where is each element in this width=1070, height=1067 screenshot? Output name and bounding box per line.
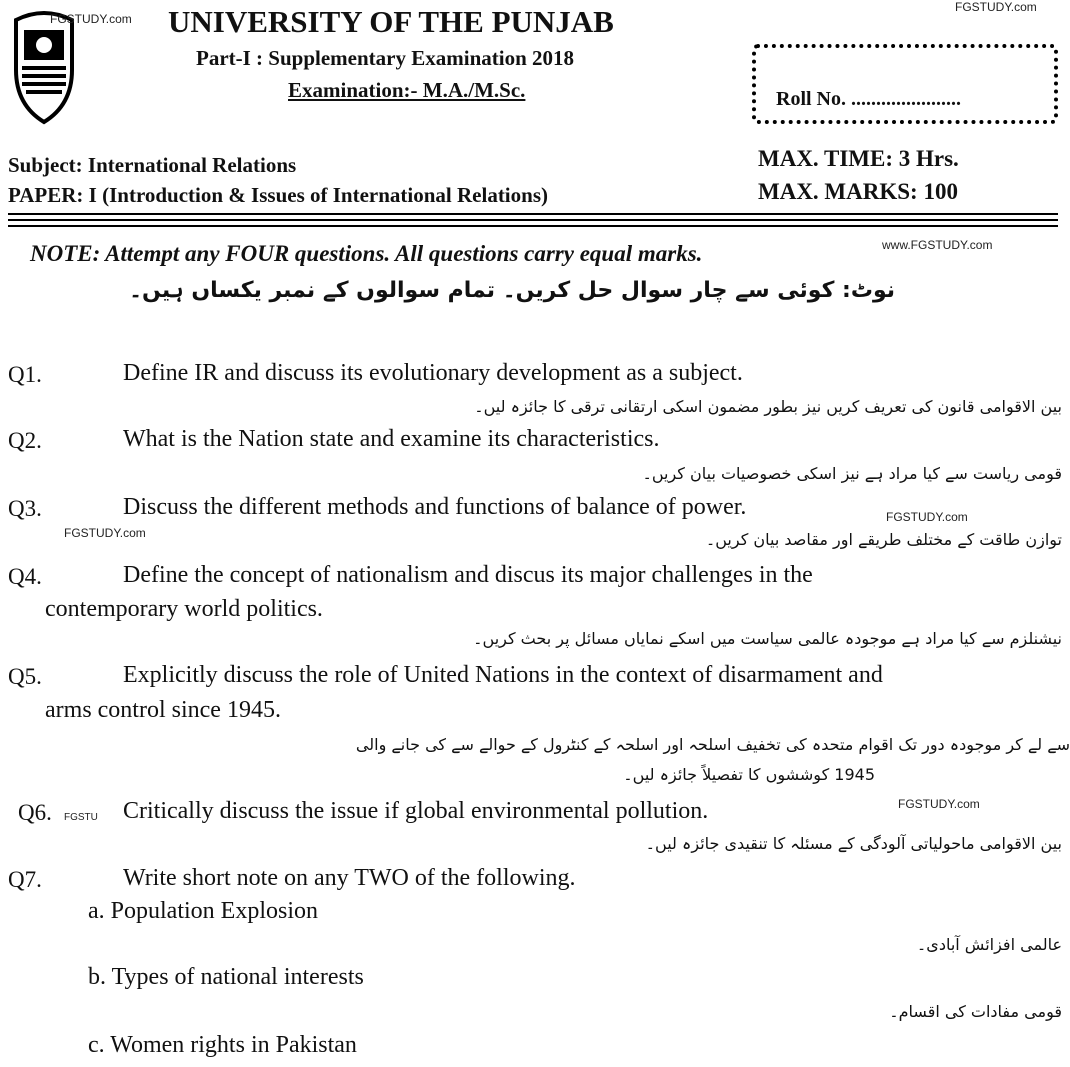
watermark: FGSTUDY.com [898, 797, 980, 811]
question-number: Q4. [8, 564, 42, 589]
note-urdu: نوٹ: کوئی سے چار سوال حل کریں۔ تمام سوالوں کے نمبر یکساں ہیں۔ [129, 278, 895, 303]
question-number: Q2. [8, 428, 42, 453]
divider [8, 219, 1058, 221]
paper-title: PAPER: I (Introduction & Issues of International Relations) [8, 183, 548, 207]
sub-item: a. Population Explosion [88, 898, 318, 924]
subject: Subject: International Relations [8, 153, 297, 177]
question-number: Q7. [8, 867, 42, 892]
university-logo [8, 10, 80, 128]
question-urdu-cont: 1945 کوششوں کا تفصیلاً جائزہ لیں۔ [623, 765, 875, 784]
question-text-cont: contemporary world politics. [45, 596, 323, 622]
question-text: Define the concept of nationalism and discus its major challenges in the [123, 562, 813, 588]
sub-item: c. Women rights in Pakistan [88, 1032, 357, 1058]
university-title: UNIVERSITY OF THE PUNJAB [168, 4, 614, 39]
max-marks: MAX. MARKS: 100 [758, 179, 958, 204]
question-text: Define IR and discuss its evolutionary development as a subject. [123, 360, 743, 386]
question-text: What is the Nation state and examine its characteristics. [123, 426, 660, 452]
exam-name: Examination:- M.A./M.Sc. [288, 78, 526, 102]
roll-number-box [752, 44, 1058, 124]
watermark: FGSTUDY.com [64, 526, 146, 540]
watermark: FGSTUDY.com [886, 510, 968, 524]
max-time: MAX. TIME: 3 Hrs. [758, 146, 959, 171]
exam-part: Part-I : Supplementary Examination 2018 [196, 46, 574, 70]
question-number: Q1. [8, 362, 42, 387]
watermark: FGSTUDY.com [955, 0, 1037, 14]
question-urdu: بین الاقوامی ماحولیاتی آلودگی کے مسئلہ کا تنقیدی جائزہ لیں۔ [645, 834, 1062, 853]
watermark: FGSTUDY.com [50, 12, 132, 26]
note-english: NOTE: Attempt any FOUR questions. All questions carry equal marks. [30, 241, 703, 266]
question-text: Discuss the different methods and functions of balance of power. [123, 494, 747, 520]
watermark: www.FGSTUDY.com [882, 238, 993, 252]
question-text: Explicitly discuss the role of United Nations in the context of disarmament and [123, 662, 883, 688]
question-urdu: قومی ریاست سے کیا مراد ہے نیز اسکی خصوصیات بیان کریں۔ [642, 464, 1062, 483]
watermark: FGSTU [64, 812, 98, 823]
question-urdu: بین الاقوامی قانون کی تعریف کریں نیز بطور مضمون اسکی ارتقانی ترقی کا جائزہ لیں۔ [474, 397, 1062, 416]
divider [8, 213, 1058, 215]
question-number: Q6. [18, 800, 52, 825]
sub-item: b. Types of national interests [88, 964, 364, 990]
question-text-cont: arms control since 1945. [45, 697, 281, 723]
divider [8, 225, 1058, 227]
question-number: Q5. [8, 664, 42, 689]
sub-item-urdu: عالمی افزائش آبادی۔ [916, 935, 1062, 954]
question-text: Critically discuss the issue if global environmental pollution. [123, 798, 709, 824]
question-text: Write short note on any TWO of the following. [123, 865, 576, 891]
question-urdu: توازن طاقت کے مختلف طریقے اور مقاصد بیان کریں۔ [705, 530, 1062, 549]
question-number: Q3. [8, 496, 42, 521]
sub-item-urdu: قومی مفادات کی اقسام۔ [889, 1002, 1062, 1021]
question-urdu: سے لے کر موجودہ دور تک اقوام متحدہ کی تخفیف اسلحہ اور اسلحہ کے کنٹرول کے حوالے سے کی جانے والی [355, 735, 1070, 754]
roll-number-label: Roll No. ...................... [776, 88, 961, 110]
question-urdu: نیشنلزم سے کیا مراد ہے موجودہ عالمی سیاست میں اسکے نمایاں مسائل پر بحث کریں۔ [473, 629, 1062, 648]
